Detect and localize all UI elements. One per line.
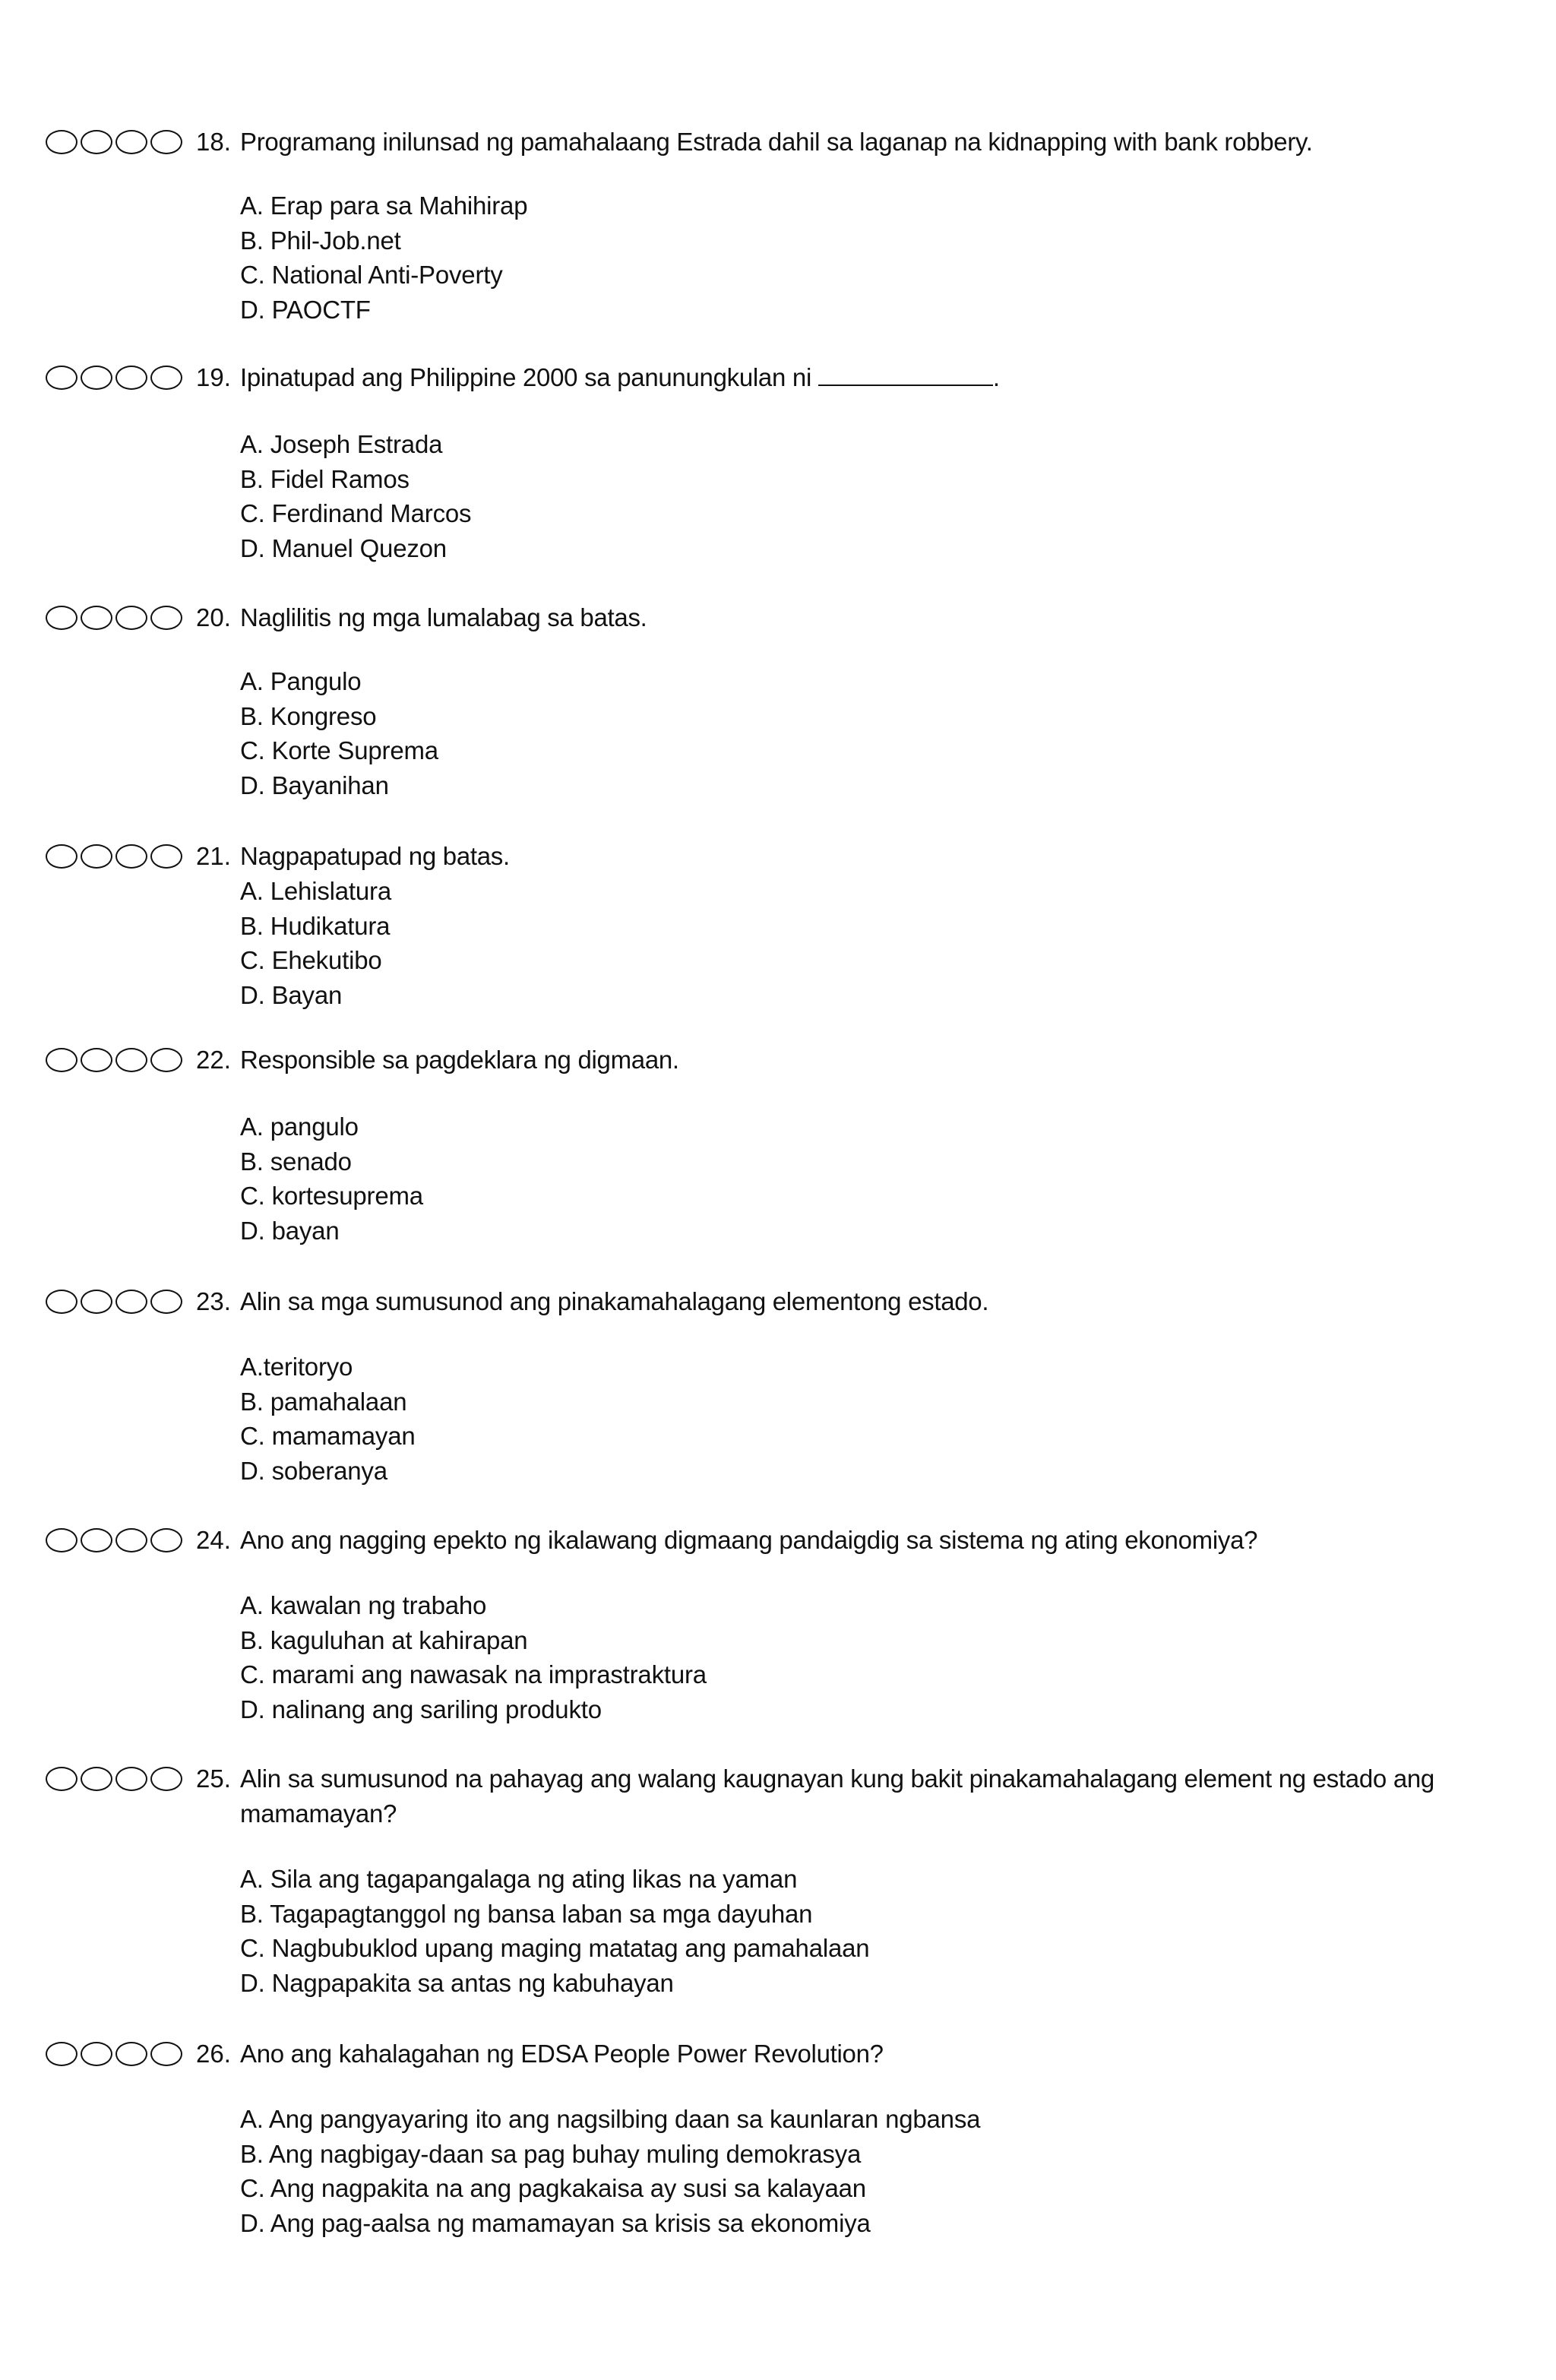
answer-bubble[interactable] xyxy=(150,606,182,630)
answer-bubble[interactable] xyxy=(115,606,147,630)
choice-a: A. Erap para sa Mahihirap xyxy=(240,191,528,220)
answer-bubble[interactable] xyxy=(115,1290,147,1314)
answer-bubble[interactable] xyxy=(150,366,182,390)
answer-bubble[interactable] xyxy=(46,1048,77,1072)
answer-bubble[interactable] xyxy=(81,1528,112,1552)
question-text: Alin sa mga sumusunod ang pinakamahalagang elementong estado. xyxy=(240,1287,989,1315)
choice-c: C. Nagbubuklod upang maging matatag ang pamahalaan xyxy=(240,1934,870,1962)
choice-a: A. Sila ang tagapangalaga ng ating likas na yaman xyxy=(240,1865,798,1893)
choice-d: D. nalinang ang sariling produkto xyxy=(240,1695,602,1723)
question-text: Ano ang kahalagahan ng EDSA People Power Revolution? xyxy=(240,2040,884,2068)
choice-c: C. mamamayan xyxy=(240,1422,416,1450)
answer-blank xyxy=(818,362,993,386)
question-number: 20. xyxy=(196,603,231,631)
question-22 xyxy=(46,1043,1512,1248)
question-18 xyxy=(46,125,1512,327)
choice-list xyxy=(240,1350,1512,1488)
choice-b: B. Fidel Ramos xyxy=(240,464,410,493)
choice-d: D. Nagpapakita sa antas ng kabuhayan xyxy=(240,1968,674,1997)
choice-list xyxy=(240,1862,1512,2000)
choice-c: C. marami ang nawasak na imprastraktura xyxy=(240,1660,707,1688)
choice-d: D. Bayanihan xyxy=(240,771,389,799)
choice-b: B. kaguluhan at kahirapan xyxy=(240,1625,528,1654)
question-text xyxy=(240,360,1512,395)
choice-list xyxy=(240,664,1512,802)
question-text: Responsible sa pagdeklara ng digmaan. xyxy=(240,1046,679,1074)
question-number: 18. xyxy=(196,128,231,156)
choice-a: A. Joseph Estrada xyxy=(240,430,443,458)
answer-bubble[interactable] xyxy=(46,606,77,630)
answer-bubbles xyxy=(46,125,196,160)
question-number: 24. xyxy=(196,1526,231,1554)
choice-a: A.teritoryo xyxy=(240,1353,353,1381)
answer-bubble[interactable] xyxy=(46,130,77,154)
answer-bubble[interactable] xyxy=(115,844,147,869)
choice-c: C. Ehekutibo xyxy=(240,946,382,974)
answer-bubble[interactable] xyxy=(81,1048,112,1072)
question-20 xyxy=(46,600,1512,802)
question-number: 21. xyxy=(196,842,231,870)
answer-bubble[interactable] xyxy=(150,1528,182,1552)
answer-bubbles xyxy=(46,839,196,874)
answer-bubble[interactable] xyxy=(150,1048,182,1072)
answer-bubble[interactable] xyxy=(46,1528,77,1552)
question-21 xyxy=(46,839,1512,1012)
answer-bubble[interactable] xyxy=(115,366,147,390)
choice-list xyxy=(240,2102,1512,2240)
answer-bubble[interactable] xyxy=(81,606,112,630)
choice-b: B. Kongreso xyxy=(240,701,377,730)
choice-d: D. PAOCTF xyxy=(240,295,371,324)
answer-bubbles xyxy=(46,1523,196,1558)
choice-b: B. Tagapagtanggol ng bansa laban sa mga dayuhan xyxy=(240,1899,813,1928)
choice-d: D. soberanya xyxy=(240,1456,387,1485)
answer-bubble[interactable] xyxy=(81,1290,112,1314)
question-24 xyxy=(46,1523,1512,1726)
question-19 xyxy=(46,360,1512,565)
choice-b: B. senado xyxy=(240,1147,352,1176)
answer-bubble[interactable] xyxy=(115,1528,147,1552)
choice-b: B. Ang nagbigay-daan sa pag buhay muling demokrasya xyxy=(240,2139,862,2168)
answer-bubble[interactable] xyxy=(81,366,112,390)
question-25 xyxy=(46,1761,1512,2000)
choice-d: D. Manuel Quezon xyxy=(240,533,447,562)
choice-c: C. Ferdinand Marcos xyxy=(240,499,472,527)
choice-c: C. National Anti-Poverty xyxy=(240,261,503,289)
question-text-part: Ipinatupad ang Philippine 2000 sa panunungkulan ni xyxy=(240,363,818,391)
choice-list xyxy=(240,427,1512,565)
answer-bubble[interactable] xyxy=(46,366,77,390)
choice-d: D. Bayan xyxy=(240,980,343,1009)
answer-bubble[interactable] xyxy=(115,1767,147,1791)
answer-bubble[interactable] xyxy=(46,1290,77,1314)
choice-a: A. Pangulo xyxy=(240,667,362,695)
answer-bubbles xyxy=(46,1761,196,1796)
question-number: 22. xyxy=(196,1046,231,1074)
choice-a: A. kawalan ng trabaho xyxy=(240,1591,487,1619)
answer-bubble[interactable] xyxy=(115,2042,147,2066)
question-number: 23. xyxy=(196,1287,231,1315)
choice-list xyxy=(240,1588,1512,1726)
question-26 xyxy=(46,2037,1512,2240)
question-number: 19. xyxy=(196,363,231,391)
choice-b: B. pamahalaan xyxy=(240,1387,407,1416)
choice-b: B. Phil-Job.net xyxy=(240,226,401,255)
answer-bubble[interactable] xyxy=(81,1767,112,1791)
answer-bubble[interactable] xyxy=(46,1767,77,1791)
answer-bubble[interactable] xyxy=(150,1767,182,1791)
question-number: 25. xyxy=(196,1764,231,1793)
question-text: Ano ang nagging epekto ng ikalawang digmaang pandaigdig sa sistema ng ating ekonomiya? xyxy=(240,1526,1258,1554)
question-text: Nagpapatupad ng batas. xyxy=(240,842,510,870)
answer-bubbles xyxy=(46,360,196,395)
answer-bubble[interactable] xyxy=(150,2042,182,2066)
choice-list xyxy=(240,1109,1512,1248)
choice-list xyxy=(240,874,1512,1012)
answer-bubble[interactable] xyxy=(46,2042,77,2066)
choice-a: A. Lehislatura xyxy=(240,877,391,905)
choice-d: D. Ang pag-aalsa ng mamamayan sa krisis sa ekonomiya xyxy=(240,2208,871,2237)
question-text: Programang inilunsad ng pamahalaang Estrada dahil sa laganap na kidnapping with bank robbery. xyxy=(240,128,1313,156)
answer-bubbles xyxy=(46,600,196,635)
choice-c: C. Korte Suprema xyxy=(240,736,438,764)
choice-a: A. pangulo xyxy=(240,1112,359,1141)
answer-bubble[interactable] xyxy=(115,1048,147,1072)
question-text-part: . xyxy=(992,363,1000,391)
answer-bubble[interactable] xyxy=(150,130,182,154)
answer-bubbles xyxy=(46,1043,196,1078)
answer-bubble[interactable] xyxy=(150,1290,182,1314)
answer-bubble[interactable] xyxy=(150,844,182,869)
question-23 xyxy=(46,1284,1512,1488)
choice-d: D. bayan xyxy=(240,1216,340,1245)
answer-bubbles xyxy=(46,1284,196,1319)
question-text: Naglilitis ng mga lumalabag sa batas. xyxy=(240,603,647,631)
choice-list xyxy=(240,188,1512,327)
choice-b: B. Hudikatura xyxy=(240,911,391,940)
answer-bubble[interactable] xyxy=(46,844,77,869)
answer-bubble[interactable] xyxy=(81,130,112,154)
answer-bubbles xyxy=(46,2037,196,2071)
answer-bubble[interactable] xyxy=(81,844,112,869)
choice-a: A. Ang pangyayaring ito ang nagsilbing daan sa kaunlaran ngbansa xyxy=(240,2105,981,2133)
question-number: 26. xyxy=(196,2040,231,2068)
choice-c: C. kortesuprema xyxy=(240,1182,423,1210)
answer-bubble[interactable] xyxy=(81,2042,112,2066)
question-text: Alin sa sumusunod na pahayag ang walang kaugnayan kung bakit pinakamahalagang element ng estado ang mamamayan? xyxy=(240,1764,1434,1828)
answer-bubble[interactable] xyxy=(115,130,147,154)
choice-c: C. Ang nagpakita na ang pagkakaisa ay susi sa kalayaan xyxy=(240,2174,866,2202)
